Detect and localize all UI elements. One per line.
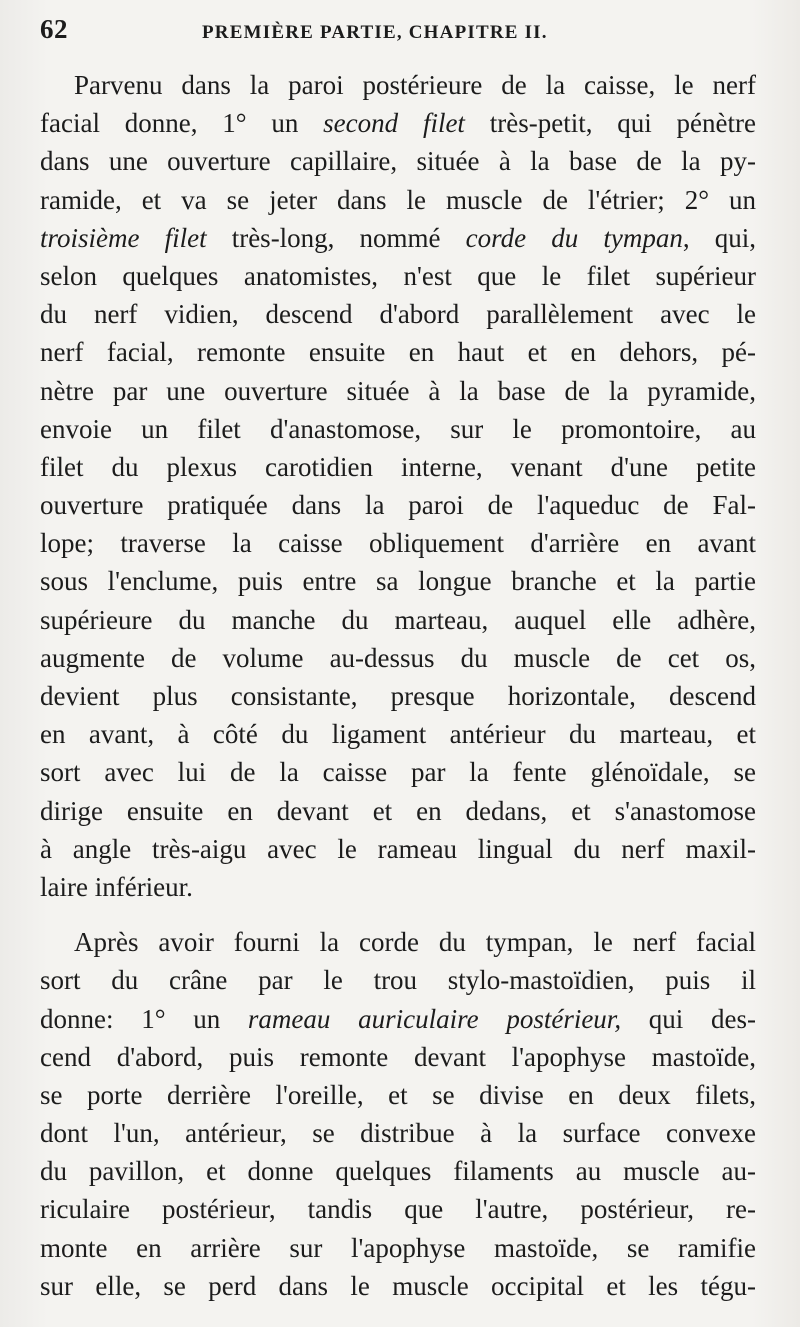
- text-line: [40, 219, 756, 257]
- text-run: monte en arrière sur l'apophyse mastoïde, se ramifie: [40, 1232, 756, 1263]
- text-run: Parvenu dans la paroi postérieure de la caisse, le nerf: [74, 70, 756, 100]
- italic-term: second filet: [323, 108, 465, 139]
- text-run: donne: 1° un: [40, 1003, 248, 1034]
- text-run: nètre par une ouverture située à la base de la pyramide,: [40, 375, 756, 406]
- text-run: se porte derrière l'oreille, et se divise en deux filets,: [40, 1079, 756, 1110]
- text-run: devient plus consistante, presque horizontale, descend: [40, 681, 756, 711]
- text-run: ramide, et va se jeter dans le muscle de l'étrier; 2° un: [40, 184, 756, 215]
- text-run: dans une ouverture capillaire, située à la base de la py-: [40, 146, 756, 177]
- body-text: [40, 66, 756, 1305]
- text-run: sur elle, se perd dans le muscle occipital et les tégu-: [40, 1270, 756, 1301]
- text-line: [40, 1152, 756, 1190]
- text-line: [40, 1190, 756, 1228]
- paragraph-gap: [40, 906, 756, 923]
- text-line: [40, 601, 756, 639]
- text-run: très-petit, qui pénètre: [464, 108, 756, 139]
- text-line: [40, 142, 756, 180]
- text-line: [40, 1000, 756, 1038]
- text-run: facial donne, 1° un: [40, 108, 324, 139]
- text-line: [40, 639, 756, 677]
- text-run: envoie un filet d'anastomose, sur le promontoire, au: [40, 413, 756, 444]
- text-run: sort du crâne par le trou stylo-mastoïdien, puis il: [40, 965, 756, 996]
- italic-term: troisième filet: [40, 222, 207, 253]
- text-line: [40, 923, 756, 961]
- text-line: [40, 753, 756, 791]
- text-line: [40, 677, 756, 715]
- paragraph: [40, 923, 756, 1305]
- text-run: qui des-: [621, 1003, 756, 1034]
- text-line: [40, 1267, 756, 1305]
- chapter-heading: PREMIÈRE PARTIE, CHAPITRE II.: [202, 22, 548, 43]
- text-line: [40, 66, 756, 104]
- text-run: sort avec lui de la caisse par la fente glénoïdale, se: [40, 757, 756, 788]
- text-line: [40, 830, 756, 868]
- text-line: [40, 1076, 756, 1114]
- text-line: [40, 868, 756, 906]
- running-head: [40, 14, 780, 54]
- paragraph: [40, 66, 756, 906]
- text-run: cend d'abord, puis remonte devant l'apophyse mastoïde,: [40, 1041, 756, 1072]
- italic-term: rameau auriculaire postérieur,: [247, 1003, 622, 1034]
- text-line: [40, 1114, 756, 1152]
- text-line: [40, 486, 756, 524]
- text-line: [40, 1229, 756, 1267]
- text-run: nerf facial, remonte ensuite en haut et en dehors, pé-: [40, 337, 756, 368]
- text-run: riculaire postérieur, tandis que l'autre, postérieur, re-: [40, 1194, 756, 1225]
- text-run: lope; traverse la caisse obliquement d'arrière en avant: [40, 528, 756, 559]
- text-run: à angle très-aigu avec le rameau lingual du nerf maxil-: [40, 833, 756, 864]
- text-run: du pavillon, et donne quelques filaments au muscle au-: [40, 1156, 756, 1187]
- text-line: [40, 333, 756, 371]
- page-number: 62: [40, 14, 68, 44]
- text-run: dirige ensuite en devant et en dedans, et s'anastomose: [40, 795, 756, 826]
- text-line: [40, 104, 756, 142]
- text-run: filet du plexus carotidien interne, venant d'une petite: [40, 451, 756, 482]
- text-run: supérieure du manche du marteau, auquel elle adhère,: [40, 604, 756, 635]
- text-line: [40, 715, 756, 753]
- text-run: sous l'enclume, puis entre sa longue branche et la partie: [40, 566, 756, 597]
- text-line: [40, 295, 756, 333]
- text-run: du nerf vidien, descend d'abord parallèlement avec le: [40, 299, 756, 330]
- text-line: [40, 181, 756, 219]
- text-run: dont l'un, antérieur, se distribue à la surface convexe: [40, 1118, 756, 1149]
- text-line: [40, 562, 756, 600]
- text-line: [40, 410, 756, 448]
- text-run: Après avoir fourni la corde du tympan, le nerf facial: [74, 927, 756, 958]
- text-line: [40, 792, 756, 830]
- text-run: laire inférieur.: [40, 871, 193, 902]
- text-run: selon quelques anatomistes, n'est que le filet supérieur: [40, 260, 756, 291]
- text-line: [40, 372, 756, 410]
- italic-term: corde du tympan: [465, 222, 683, 253]
- text-line: [40, 524, 756, 562]
- text-line: [40, 1038, 756, 1076]
- text-run: augmente de volume au-dessus du muscle de cet os,: [40, 642, 756, 673]
- text-run: ouverture pratiquée dans la paroi de l'aqueduc de Fal-: [40, 490, 756, 521]
- text-run: très-long, nommé: [206, 222, 466, 253]
- text-run: , qui,: [682, 222, 756, 253]
- text-run: en avant, à côté du ligament antérieur du marteau, et: [40, 719, 756, 750]
- text-line: [40, 257, 756, 295]
- text-line: [40, 961, 756, 999]
- text-line: [40, 448, 756, 486]
